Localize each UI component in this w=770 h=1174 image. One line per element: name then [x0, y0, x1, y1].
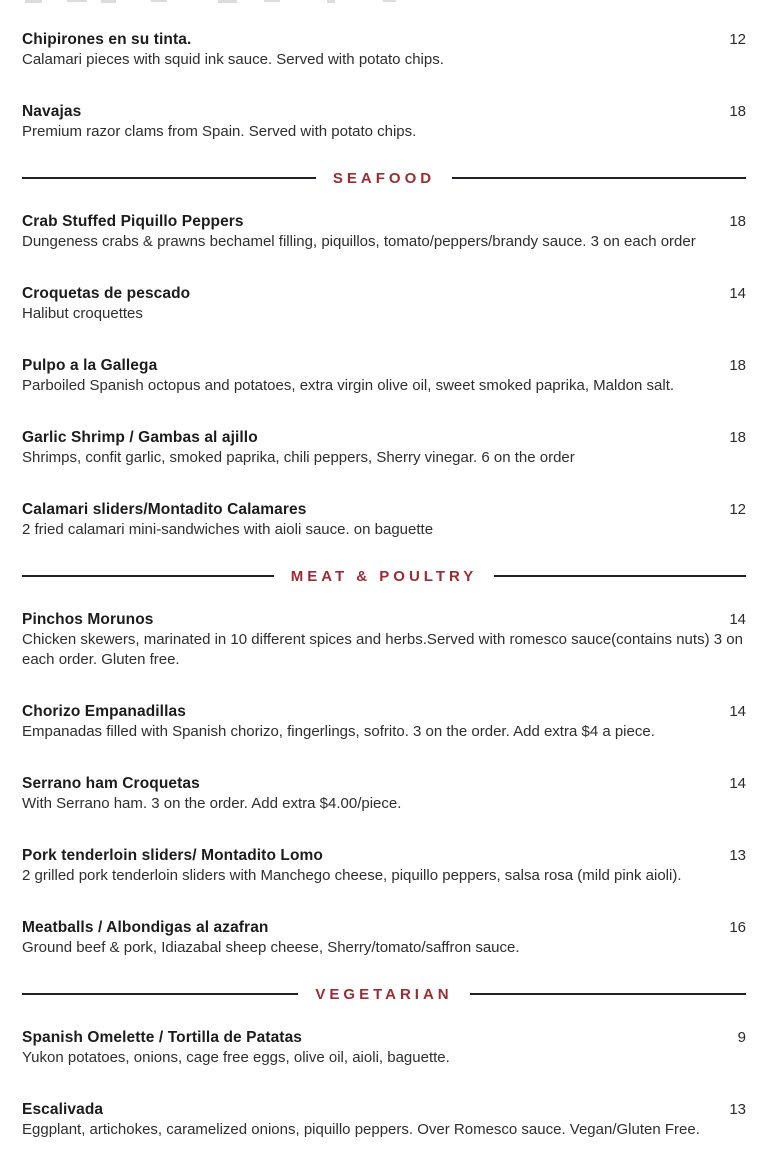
item-name: Chipirones en su tinta.: [22, 31, 192, 48]
menu-item: [22, 500, 746, 540]
item-description: Dungeness crabs & prawns bechamel filling, piquillos, tomato/peppers/brandy sauce. 3 on each order: [22, 233, 696, 250]
item-price: 12: [729, 501, 746, 518]
item-description: Calamari pieces with squid ink sauce. Served with potato chips.: [22, 51, 444, 68]
item-name: Spanish Omelette / Tortilla de Patatas: [22, 1029, 303, 1046]
item-description: Eggplant, artichokes, caramelized onions, piquillo peppers. Over Romesco sauce. Vegan/Gluten Free.: [22, 1121, 700, 1138]
item-name: Crab Stuffed Piquillo Peppers: [22, 213, 244, 230]
menu-item: [22, 1028, 746, 1068]
item-description: Parboiled Spanish octopus and potatoes, extra virgin olive oil, sweet smoked paprika, Maldon salt.: [22, 377, 675, 394]
section-title: VEGETARIAN: [315, 985, 453, 1003]
item-description: Halibut croquettes: [22, 305, 143, 322]
menu-item: [22, 212, 746, 252]
item-name: Garlic Shrimp / Gambas al ajillo: [22, 429, 258, 446]
item-price: 12: [729, 31, 746, 48]
item-name: Pulpo a la Gallega: [22, 357, 158, 374]
menu-item: [22, 1100, 746, 1140]
item-name: Pinchos Morunos: [22, 611, 154, 628]
item-price: 14: [729, 703, 746, 720]
item-price: 9: [737, 1029, 746, 1046]
item-name: Serrano ham Croquetas: [22, 775, 200, 792]
item-price: 16: [729, 919, 746, 936]
item-price: 14: [729, 775, 746, 792]
section-divider: [22, 984, 746, 1004]
divider-line: [494, 575, 746, 577]
item-name: Meatballs / Albondigas al azafran: [22, 919, 269, 936]
item-description: With Serrano ham. 3 on the order. Add extra $4.00/piece.: [22, 795, 402, 812]
menu-item: [22, 30, 746, 70]
item-name: Calamari sliders/Montadito Calamares: [22, 501, 307, 518]
item-name: Croquetas de pescado: [22, 285, 191, 302]
item-price: 18: [729, 103, 746, 120]
divider-line: [22, 575, 274, 577]
item-name: Chorizo Empanadillas: [22, 703, 186, 720]
menu-item: [22, 774, 746, 814]
menu-item: [22, 356, 746, 396]
item-description: 2 grilled pork tenderloin sliders with Manchego cheese, piquillo peppers, salsa rosa (mild pink aioli).: [22, 867, 682, 884]
divider-line: [470, 993, 746, 995]
item-description: 2 fried calamari mini-sandwiches with aioli sauce. on baguette: [22, 521, 434, 538]
divider-line: [22, 177, 316, 179]
menu-item: [22, 428, 746, 468]
item-price: 18: [729, 429, 746, 446]
item-price: 13: [729, 847, 746, 864]
menu-item: [22, 610, 746, 670]
item-description: Chicken skewers, marinated in 10 different spices and herbs.Served with romesco sauce(contains nuts) 3 on each order. Gluten free.: [22, 631, 743, 668]
section-title: SEAFOOD: [332, 169, 436, 187]
item-price: 14: [729, 611, 746, 628]
item-description: Ground beef & pork, Idiazabal sheep cheese, Sherry/tomato/saffron sauce.: [22, 939, 520, 956]
section-divider: [22, 566, 746, 586]
menu-item: [22, 846, 746, 886]
menu-item: [22, 702, 746, 742]
item-name: Navajas: [22, 103, 82, 120]
item-description: Premium razor clams from Spain. Served with potato chips.: [22, 123, 417, 140]
item-name: Pork tenderloin sliders/ Montadito Lomo: [22, 847, 324, 864]
item-name: Escalivada: [22, 1101, 104, 1118]
menu-item: [22, 102, 746, 142]
menu-item: [22, 284, 746, 324]
item-price: 13: [729, 1101, 746, 1118]
section-divider: [22, 168, 746, 188]
section-title: MEAT & POULTRY: [290, 567, 478, 585]
item-description: Yukon potatoes, onions, cage free eggs, olive oil, aioli, baguette.: [22, 1049, 450, 1066]
item-description: Shrimps, confit garlic, smoked paprika, chili peppers, Sherry vinegar. 6 on the order: [22, 449, 575, 466]
item-price: 18: [729, 357, 746, 374]
menu-item: [22, 918, 746, 958]
clipped-text-remnant: [0, 0, 770, 4]
divider-line: [452, 177, 746, 179]
divider-line: [22, 993, 298, 995]
item-description: Empanadas filled with Spanish chorizo, fingerlings, sofrito. 3 on the order. Add extra $4 a piece.: [22, 723, 655, 740]
item-price: 18: [729, 213, 746, 230]
item-price: 14: [729, 285, 746, 302]
